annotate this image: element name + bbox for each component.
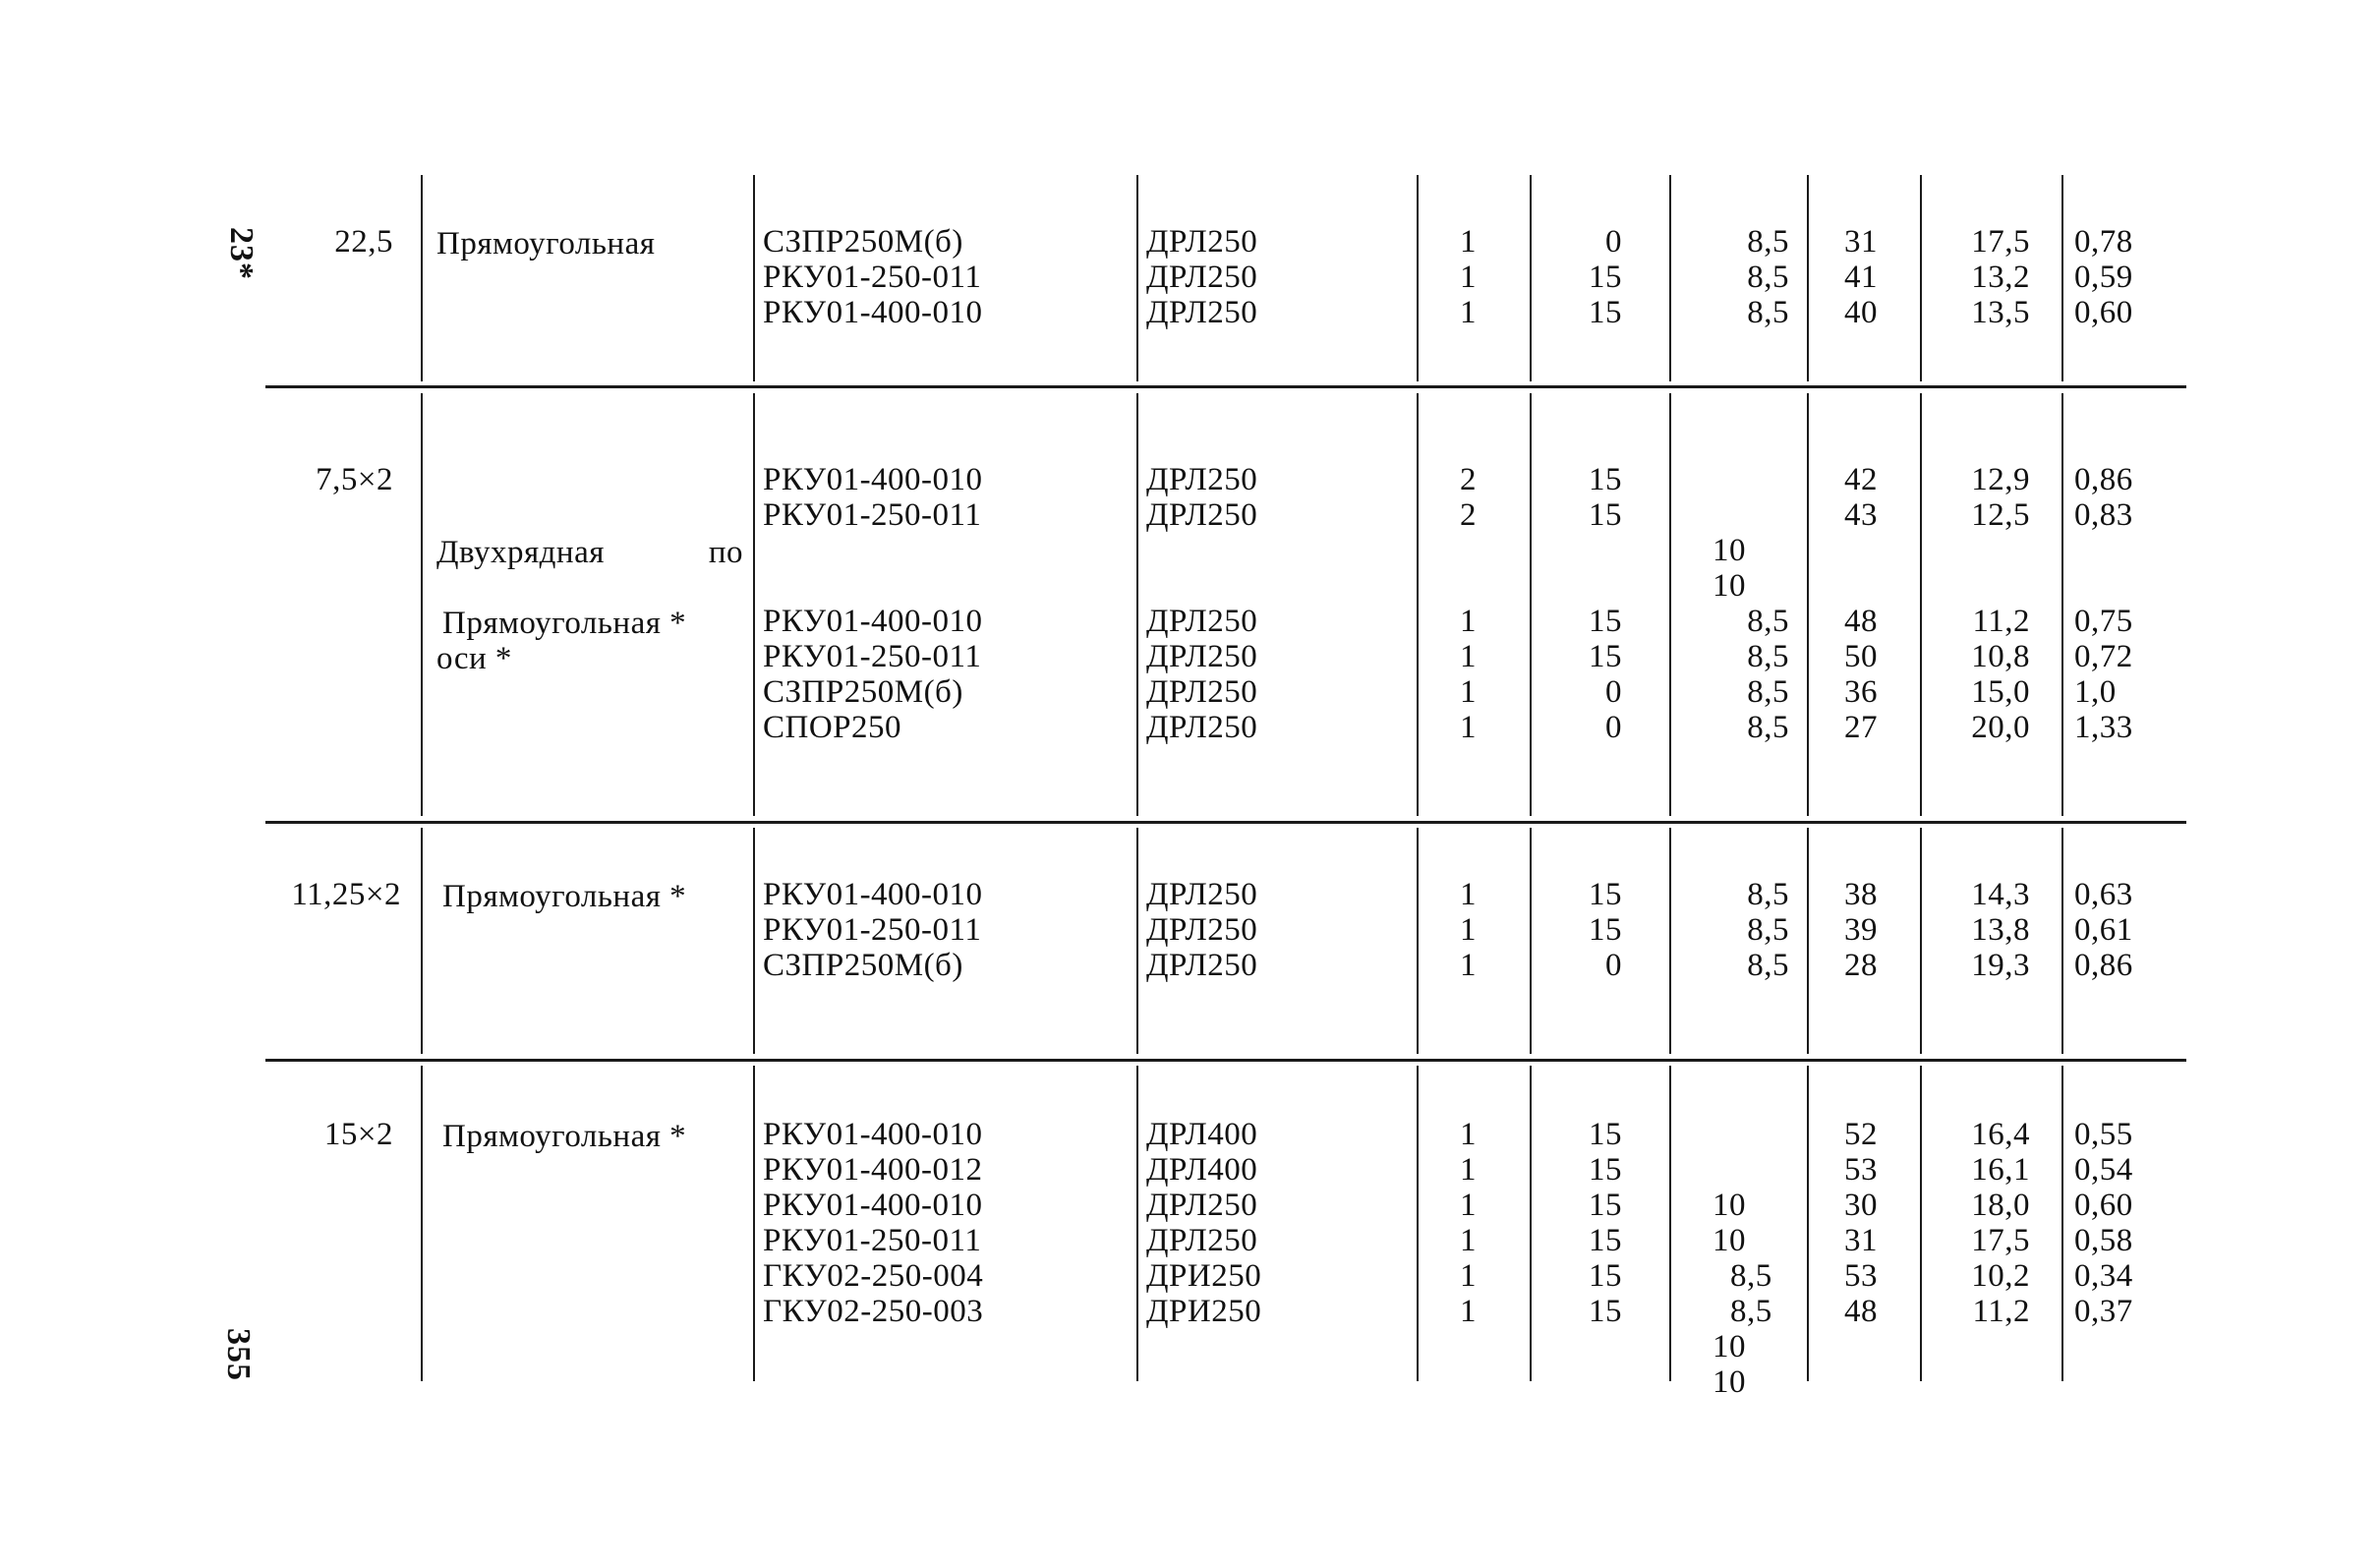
page-number: 355 xyxy=(220,1328,257,1381)
layout-type-word: Двухрядная xyxy=(436,535,605,570)
lamp: ДРЛ250 xyxy=(1146,877,1258,912)
lamp-column xyxy=(1146,1117,1392,1329)
lamps-per-pole: 1 xyxy=(1460,604,1477,639)
lamp: ДРИ250 xyxy=(1146,1258,1262,1294)
spacing-column xyxy=(1932,604,2030,745)
span-value: 11,25×2 xyxy=(291,877,401,912)
height-column xyxy=(1696,604,1789,745)
spacing: 17,5 xyxy=(1971,1223,2030,1258)
luminaire-column xyxy=(763,877,1127,983)
quantity: 41 xyxy=(1844,260,1878,295)
quantity: 31 xyxy=(1844,1223,1878,1258)
column-rule xyxy=(1417,393,1419,816)
lamp-column xyxy=(1146,604,1392,745)
column-rule xyxy=(1669,1066,1671,1381)
mount-height: 10 xyxy=(1712,1223,1746,1258)
lamps-per-pole: 1 xyxy=(1460,1294,1477,1329)
spacing: 18,0 xyxy=(1971,1188,2030,1223)
spacing: 13,5 xyxy=(1971,295,2030,330)
quantity-column xyxy=(1824,462,1878,533)
angle-column xyxy=(1534,604,1622,745)
count-per-pole-column xyxy=(1445,224,1477,330)
spacing: 13,2 xyxy=(1971,260,2030,295)
luminaire: ГКУ02-250-003 xyxy=(763,1294,984,1329)
tilt-angle: 15 xyxy=(1589,1152,1622,1188)
lamp: ДРИ250 xyxy=(1146,1294,1262,1329)
lamp: ДРЛ400 xyxy=(1146,1117,1258,1152)
specific-power: 0,86 xyxy=(2074,462,2133,497)
layout-type-word: по xyxy=(708,535,743,570)
mount-height: 10 xyxy=(1712,568,1746,604)
span-value: 7,5×2 xyxy=(316,462,393,497)
quantity: 39 xyxy=(1844,912,1878,948)
lamps-per-pole: 1 xyxy=(1460,948,1477,983)
lamps-per-pole: 1 xyxy=(1460,639,1477,674)
quantity: 42 xyxy=(1844,462,1878,497)
quantity: 53 xyxy=(1844,1152,1878,1188)
lamps-per-pole: 1 xyxy=(1460,674,1477,710)
lamps-per-pole: 1 xyxy=(1460,295,1477,330)
tilt-angle: 15 xyxy=(1589,912,1622,948)
spacing: 15,0 xyxy=(1971,674,2030,710)
tilt-angle: 0 xyxy=(1605,710,1622,745)
spacing: 16,1 xyxy=(1971,1152,2030,1188)
specific-power: 0,58 xyxy=(2074,1223,2133,1258)
quantity: 27 xyxy=(1844,710,1878,745)
layout-type: Прямоугольная xyxy=(436,226,656,261)
quantity-column xyxy=(1824,224,1878,330)
lamps-per-pole: 1 xyxy=(1460,912,1477,948)
mount-height: 10 xyxy=(1712,1188,1746,1223)
column-rule xyxy=(753,1066,755,1381)
lamps-per-pole: 2 xyxy=(1460,497,1477,533)
lamp: ДРЛ250 xyxy=(1146,462,1258,497)
spacing: 10,2 xyxy=(1971,1258,2030,1294)
spacing-column xyxy=(1932,224,2030,330)
spacing: 13,8 xyxy=(1971,912,2030,948)
height-column xyxy=(1696,224,1789,330)
specific-power: 0,61 xyxy=(2074,912,2133,948)
tilt-angle: 15 xyxy=(1589,639,1622,674)
luminaire: РКУ01-250-011 xyxy=(763,639,982,674)
mount-height: 8,5 xyxy=(1747,224,1789,260)
count-per-pole-column xyxy=(1445,1117,1477,1329)
quantity: 30 xyxy=(1844,1188,1878,1223)
tilt-angle: 15 xyxy=(1589,1223,1622,1258)
lamps-per-pole: 2 xyxy=(1460,462,1477,497)
mount-height: 8,5 xyxy=(1747,948,1789,983)
luminaire: СЗПР250М(б) xyxy=(763,224,963,260)
quantity-column xyxy=(1824,877,1878,983)
specific-power: 1,33 xyxy=(2074,710,2133,745)
luminaire: РКУ01-250-011 xyxy=(763,497,982,533)
luminaire-column xyxy=(763,224,1127,330)
spacing: 10,8 xyxy=(1971,639,2030,674)
power-column xyxy=(2074,877,2182,983)
mount-height: 8,5 xyxy=(1747,604,1789,639)
column-rule xyxy=(1920,1066,1922,1381)
column-rule xyxy=(1530,1066,1532,1381)
quantity: 48 xyxy=(1844,604,1878,639)
column-rule xyxy=(421,175,423,381)
height-column xyxy=(1712,1117,1801,1471)
tilt-angle: 15 xyxy=(1589,877,1622,912)
lamps-per-pole: 1 xyxy=(1460,224,1477,260)
column-rule xyxy=(1136,175,1138,381)
mount-height: 8,5 xyxy=(1747,674,1789,710)
specific-power: 0,34 xyxy=(2074,1258,2133,1294)
tilt-angle: 15 xyxy=(1589,462,1622,497)
quantity: 48 xyxy=(1844,1294,1878,1329)
spacing: 17,5 xyxy=(1971,224,2030,260)
specific-power: 0,37 xyxy=(2074,1294,2133,1329)
mount-height: 8,5 xyxy=(1747,639,1789,674)
specific-power: 0,60 xyxy=(2074,295,2133,330)
column-rule xyxy=(1136,1066,1138,1381)
specific-power: 0,55 xyxy=(2074,1117,2133,1152)
tilt-angle: 15 xyxy=(1589,1188,1622,1223)
mount-height: 10 xyxy=(1712,1364,1746,1400)
spacing: 11,2 xyxy=(1972,604,2030,639)
specific-power: 0,78 xyxy=(2074,224,2133,260)
lamps-per-pole: 1 xyxy=(1460,260,1477,295)
column-rule xyxy=(1417,175,1419,381)
mount-height: 8,5 xyxy=(1730,1294,1772,1329)
layout-type-continuation: оси * xyxy=(436,641,512,676)
layout-type: Прямоугольная * xyxy=(442,606,687,641)
lamps-per-pole: 1 xyxy=(1460,1223,1477,1258)
column-rule xyxy=(1136,828,1138,1054)
column-rule xyxy=(2061,1066,2063,1381)
quantity: 43 xyxy=(1844,497,1878,533)
lamp: ДРЛ250 xyxy=(1146,295,1258,330)
signature-mark: 23* xyxy=(223,227,260,280)
lamp: ДРЛ250 xyxy=(1146,912,1258,948)
tilt-angle: 15 xyxy=(1589,1294,1622,1329)
power-column xyxy=(2074,604,2182,745)
column-rule xyxy=(1417,828,1419,1054)
tilt-angle: 0 xyxy=(1605,224,1622,260)
tilt-angle: 0 xyxy=(1605,948,1622,983)
column-rule xyxy=(1669,175,1671,381)
lamps-per-pole: 1 xyxy=(1460,710,1477,745)
tilt-angle: 15 xyxy=(1589,1117,1622,1152)
specific-power: 0,60 xyxy=(2074,1188,2133,1223)
specific-power: 0,59 xyxy=(2074,260,2133,295)
tilt-angle: 15 xyxy=(1589,295,1622,330)
lamp-column xyxy=(1146,877,1392,983)
spacing-column xyxy=(1932,462,2030,533)
spacing-column xyxy=(1932,1117,2030,1329)
lamp: ДРЛ250 xyxy=(1146,1188,1258,1223)
luminaire: РКУ01-400-010 xyxy=(763,295,983,330)
luminaire: РКУ01-250-011 xyxy=(763,260,982,295)
power-column xyxy=(2074,462,2182,533)
column-rule xyxy=(1669,393,1671,816)
luminaire: РКУ01-400-010 xyxy=(763,604,983,639)
column-rule xyxy=(2061,393,2063,816)
angle-column xyxy=(1534,462,1622,533)
spacing: 12,5 xyxy=(1971,497,2030,533)
specific-power: 1,0 xyxy=(2074,674,2117,710)
column-rule xyxy=(1920,828,1922,1054)
lamp: ДРЛ250 xyxy=(1146,260,1258,295)
column-rule xyxy=(1530,393,1532,816)
count-per-pole-column xyxy=(1445,462,1477,533)
quantity-column xyxy=(1824,1117,1878,1329)
tilt-angle: 15 xyxy=(1589,604,1622,639)
span-value: 22,5 xyxy=(334,224,393,260)
mount-height: 8,5 xyxy=(1730,1258,1772,1294)
count-per-pole-column xyxy=(1445,604,1477,745)
layout-type: Прямоугольная * xyxy=(442,1119,687,1154)
mount-height: 10 xyxy=(1712,533,1746,568)
specific-power: 0,86 xyxy=(2074,948,2133,983)
column-rule xyxy=(421,393,423,816)
luminaire: РКУ01-400-010 xyxy=(763,1117,983,1152)
specific-power: 0,72 xyxy=(2074,639,2133,674)
mount-height: 8,5 xyxy=(1747,912,1789,948)
quantity: 53 xyxy=(1844,1258,1878,1294)
luminaire-column xyxy=(763,1117,1127,1329)
luminaire: РКУ01-250-011 xyxy=(763,912,982,948)
tilt-angle: 15 xyxy=(1589,1258,1622,1294)
group-separator xyxy=(265,821,2186,824)
spacing: 16,4 xyxy=(1971,1117,2030,1152)
lamp: ДРЛ250 xyxy=(1146,1223,1258,1258)
mount-height: 8,5 xyxy=(1747,877,1789,912)
lamp: ДРЛ250 xyxy=(1146,604,1258,639)
column-rule xyxy=(1807,393,1809,816)
luminaire-column xyxy=(763,462,1127,533)
span-value: 15×2 xyxy=(323,1117,393,1152)
lamp: ДРЛ250 xyxy=(1146,674,1258,710)
quantity: 28 xyxy=(1844,948,1878,983)
specific-power: 0,83 xyxy=(2074,497,2133,533)
angle-column xyxy=(1534,1117,1622,1329)
quantity: 38 xyxy=(1844,877,1878,912)
specific-power: 0,54 xyxy=(2074,1152,2133,1188)
column-rule xyxy=(1669,828,1671,1054)
quantity: 52 xyxy=(1844,1117,1878,1152)
column-rule xyxy=(1920,175,1922,381)
specific-power: 0,63 xyxy=(2074,877,2133,912)
column-rule xyxy=(1136,393,1138,816)
spacing: 14,3 xyxy=(1971,877,2030,912)
lamp: ДРЛ250 xyxy=(1146,497,1258,533)
tilt-angle: 0 xyxy=(1605,674,1622,710)
spacing: 11,2 xyxy=(1972,1294,2030,1329)
luminaire: ГКУ02-250-004 xyxy=(763,1258,984,1294)
column-rule xyxy=(1807,175,1809,381)
lamp: ДРЛ400 xyxy=(1146,1152,1258,1188)
lamps-per-pole: 1 xyxy=(1460,877,1477,912)
spacing: 19,3 xyxy=(1971,948,2030,983)
lamp: ДРЛ250 xyxy=(1146,224,1258,260)
quantity-column xyxy=(1824,604,1878,745)
luminaire: СЗПР250М(б) xyxy=(763,948,963,983)
lamp: ДРЛ250 xyxy=(1146,948,1258,983)
mount-height: 8,5 xyxy=(1747,295,1789,330)
specific-power: 0,75 xyxy=(2074,604,2133,639)
lamp: ДРЛ250 xyxy=(1146,710,1258,745)
column-rule xyxy=(1807,1066,1809,1381)
luminaire: РКУ01-400-010 xyxy=(763,877,983,912)
quantity: 50 xyxy=(1844,639,1878,674)
count-per-pole-column xyxy=(1445,877,1477,983)
group-separator xyxy=(265,1059,2186,1062)
tilt-angle: 15 xyxy=(1589,497,1622,533)
luminaire: СПОР250 xyxy=(763,710,902,745)
lamps-per-pole: 1 xyxy=(1460,1117,1477,1152)
group-separator xyxy=(265,385,2186,388)
column-rule xyxy=(2061,828,2063,1054)
height-column xyxy=(1696,877,1789,983)
spacing-column xyxy=(1932,877,2030,983)
column-rule xyxy=(2061,175,2063,381)
luminaire: РКУ01-400-010 xyxy=(763,1188,983,1223)
quantity: 40 xyxy=(1844,295,1878,330)
layout-type: Прямоугольная * xyxy=(442,879,687,914)
luminaire-column xyxy=(763,604,1127,745)
mount-height: 10 xyxy=(1712,1329,1746,1364)
luminaire: РКУ01-250-011 xyxy=(763,1223,982,1258)
mount-height: 8,5 xyxy=(1747,710,1789,745)
lamps-per-pole: 1 xyxy=(1460,1188,1477,1223)
angle-column xyxy=(1534,877,1622,983)
tilt-angle: 15 xyxy=(1589,260,1622,295)
luminaire: СЗПР250М(б) xyxy=(763,674,963,710)
lamps-per-pole: 1 xyxy=(1460,1258,1477,1294)
column-rule xyxy=(421,828,423,1054)
spacing: 12,9 xyxy=(1971,462,2030,497)
column-rule xyxy=(1530,175,1532,381)
column-rule xyxy=(753,393,755,816)
luminaire: РКУ01-400-010 xyxy=(763,462,983,497)
lamp-column xyxy=(1146,224,1392,330)
spacing: 20,0 xyxy=(1971,710,2030,745)
quantity: 36 xyxy=(1844,674,1878,710)
angle-column xyxy=(1534,224,1622,330)
lamp-column xyxy=(1146,462,1392,533)
mount-height: 8,5 xyxy=(1747,260,1789,295)
luminaire: РКУ01-400-012 xyxy=(763,1152,983,1188)
column-rule xyxy=(1530,828,1532,1054)
power-column xyxy=(2074,224,2182,330)
power-column xyxy=(2074,1117,2182,1329)
column-rule xyxy=(753,175,755,381)
column-rule xyxy=(753,828,755,1054)
column-rule xyxy=(1417,1066,1419,1381)
lamps-per-pole: 1 xyxy=(1460,1152,1477,1188)
lamp: ДРЛ250 xyxy=(1146,639,1258,674)
quantity: 31 xyxy=(1844,224,1878,260)
column-rule xyxy=(1807,828,1809,1054)
column-rule xyxy=(1920,393,1922,816)
column-rule xyxy=(421,1066,423,1381)
